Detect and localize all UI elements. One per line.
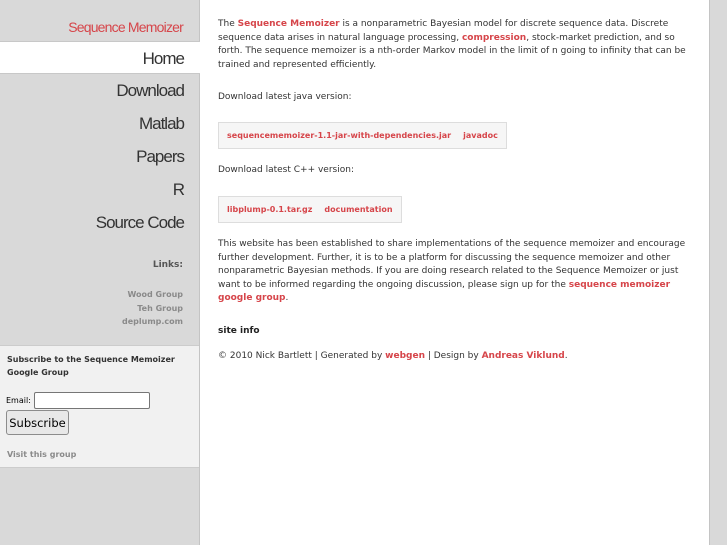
documentation-link[interactable]: documentation [324,205,393,214]
links-heading: Links: [152,260,183,270]
java-jar-link[interactable]: sequencememoizer-1.1-jar-with-dependencies.jar [227,131,452,140]
intro-paragraph [218,18,698,72]
footer-text: © 2010 Nick Bartlett | Generated by [218,351,386,361]
libplump-link[interactable]: libplump-0.1.tar.gz [227,205,313,214]
nav-item-papers[interactable]: Papers [136,147,184,166]
java-download-box [218,122,507,149]
nav-item-download[interactable]: Download [116,81,184,100]
link-teh-group[interactable]: Teh Group [137,303,183,313]
right-page-border [709,0,727,545]
subscribe-title: Subscribe to the Sequence Memoizer Google Group [7,355,175,377]
site-info-heading: site info [218,326,260,336]
visit-group-link[interactable]: Visit this group [7,450,77,459]
nav-item-home[interactable]: Home [0,41,200,74]
links-list [122,288,183,329]
email-label: Email: [6,396,31,405]
email-field[interactable] [34,392,150,409]
java-download-label: Download latest java version: [218,92,352,102]
intro-text: , stock-market prediction, and so forth. The sequence memoizer is a nth-order Markov model in the limit of n going to infinity that can be trained and represented efficiently. [218,32,686,70]
footer-text: | Design by [424,351,482,361]
nav-item-source-code[interactable]: Source Code [95,213,184,232]
link-wood-group[interactable]: Wood Group [127,290,183,299]
nav-item-r[interactable]: R [172,180,184,199]
footer-text: . [564,351,568,361]
andreas-viklund-link[interactable]: Andreas Viklund [481,351,565,361]
main-nav [0,41,200,239]
nav-item-matlab[interactable]: Matlab [138,114,184,133]
about-text: This website has been established to share implementations of the sequence memoizer and encourage further development. Further, it is to be a platform for discussing the sequence memoizer and other nonparametric Bayesian methods. If you are doing research related to the Sequence Memoizer or just want to be informed regarding the ongoing discussion, please sign up for the [218,239,686,290]
google-group-link[interactable]: sequence memoizer google group [218,279,671,303]
site-title-link[interactable]: Sequence Memoizer [68,19,183,35]
about-paragraph [218,238,698,306]
sequence-memoizer-link[interactable]: Sequence Memoizer [237,19,340,29]
intro-text: is a nonparametric Bayesian model for discrete sequence data. Discrete sequence data arises in natural language processing, [218,19,669,43]
about-text: . [285,293,289,303]
javadoc-link[interactable]: javadoc [463,131,498,140]
webgen-link[interactable]: webgen [385,351,425,361]
footer [218,350,568,364]
compression-link[interactable]: compression [461,32,527,43]
cpp-download-box [218,196,402,223]
sidebar [0,0,200,545]
cpp-download-label: Download latest C++ version: [218,165,354,175]
subscribe-box [0,345,199,468]
link-deplump[interactable]: deplump.com [122,317,183,326]
subscribe-button[interactable]: Subscribe [6,410,69,435]
intro-text: The [218,19,238,29]
